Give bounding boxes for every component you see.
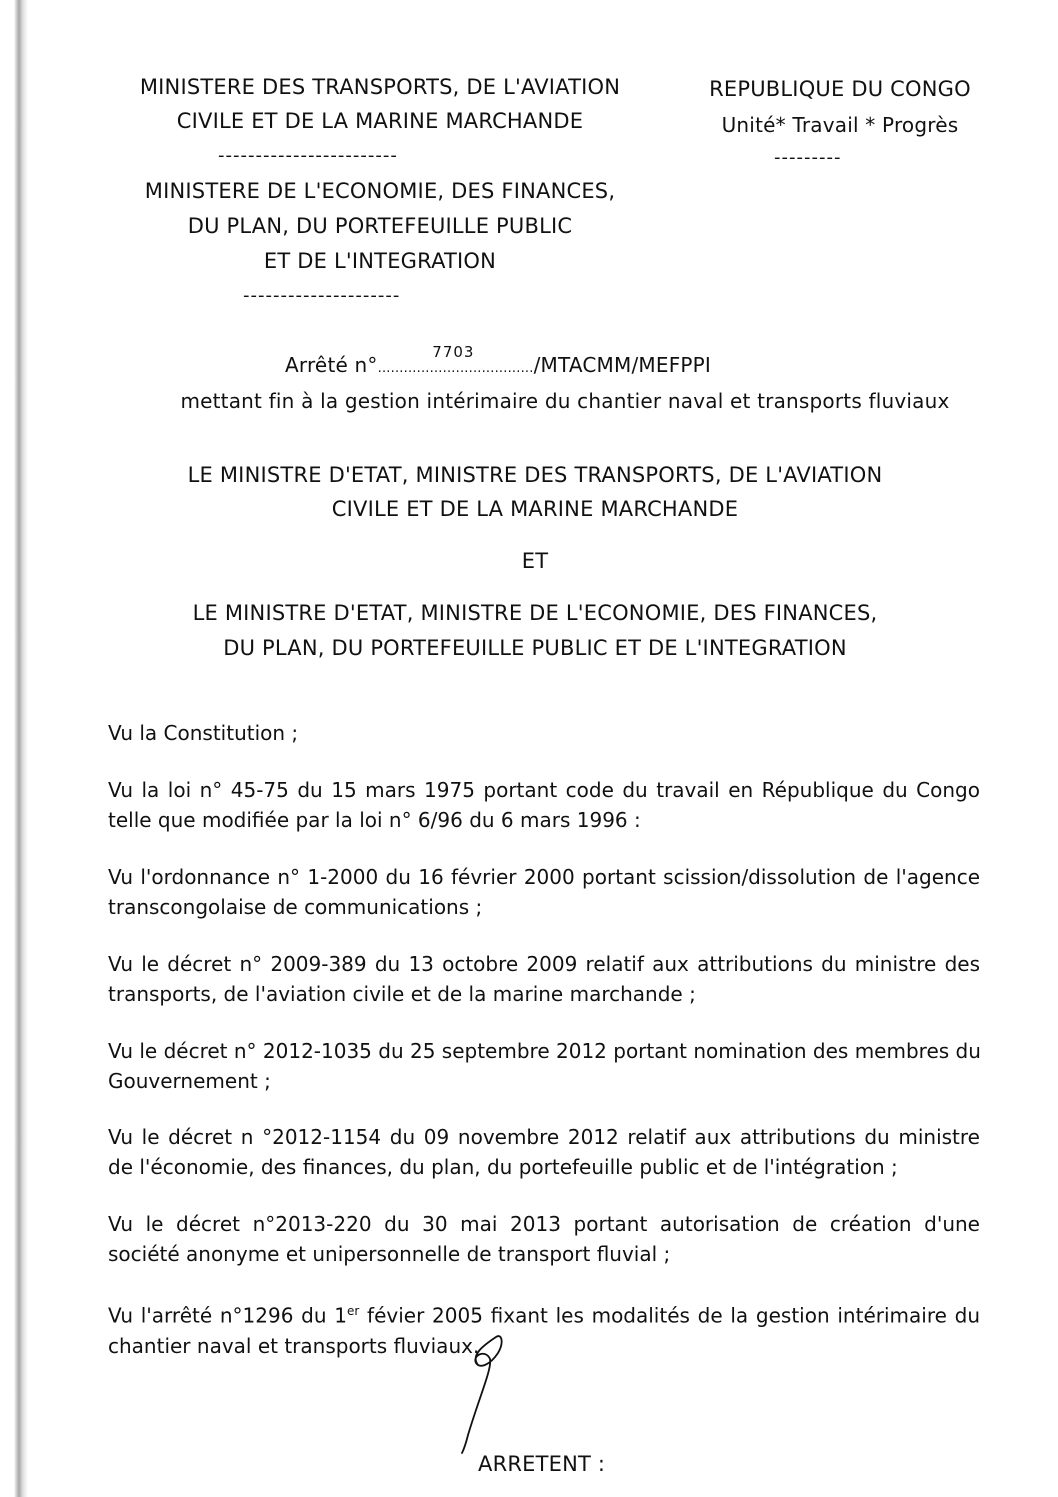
minister-transports-line1: LE MINISTRE D'ETAT, MINISTRE DES TRANSPORTS, DE L'AVIATION bbox=[187, 463, 883, 487]
consideration-line: Vu le décret n°2013-220 du 30 mai 2013 portant autorisation de création d'une bbox=[108, 1212, 980, 1236]
scan-edge-shadow bbox=[0, 0, 40, 1497]
consideration-line: Vu le décret n °2012-1154 du 09 novembre 2012 relatif aux attributions du ministre bbox=[108, 1125, 980, 1149]
decree-number: 7703 bbox=[432, 343, 475, 361]
consideration-line: Gouvernement ; bbox=[108, 1069, 271, 1093]
decree-subtitle: mettant fin à la gestion intérimaire du chantier naval et transports fluviaux bbox=[180, 389, 950, 413]
ministry-transports-line2: CIVILE ET DE LA MARINE MARCHANDE bbox=[176, 109, 584, 133]
ministry-economy-line3: ET DE L'INTEGRATION bbox=[263, 249, 497, 273]
header-separator-right: --------- bbox=[774, 147, 842, 168]
consideration-decree-2009 bbox=[108, 949, 980, 1009]
header-separator-1: ------------------------ bbox=[218, 145, 398, 166]
minister-economy-line2: DU PLAN, DU PORTEFEUILLE PUBLIC ET DE L'INTEGRATION bbox=[223, 636, 847, 660]
decree-prefix: Arrêté n° bbox=[285, 353, 378, 377]
arretent-heading: ARRETENT : bbox=[478, 1452, 606, 1476]
minister-economy-line1: LE MINISTRE D'ETAT, MINISTRE DE L'ECONOMIE, DES FINANCES, bbox=[192, 601, 878, 625]
consideration-ordinance bbox=[108, 862, 980, 922]
signature-mark-icon bbox=[440, 1325, 520, 1455]
ministry-economy-line2: DU PLAN, DU PORTEFEUILLE PUBLIC bbox=[187, 214, 573, 238]
decree-dots-after: ...................... bbox=[438, 361, 534, 376]
consideration-line: transcongolaise de communications ; bbox=[108, 895, 483, 919]
consideration-line: Vu l'ordonnance n° 1-2000 du 16 février 2000 portant scission/dissolution de l'agence bbox=[108, 865, 980, 889]
decree-suffix: /MTACMM/MEFPPI bbox=[533, 353, 712, 377]
consideration-line: Vu la Constitution ; bbox=[108, 721, 299, 745]
consideration-line: chantier naval et transports fluviaux. bbox=[108, 1333, 480, 1358]
consideration-decree-2013 bbox=[108, 1209, 980, 1269]
country-name: REPUBLIQUE DU CONGO bbox=[709, 77, 971, 101]
consideration-line bbox=[108, 1296, 980, 1331]
decree-number-line bbox=[285, 343, 712, 377]
consideration-arrete-1296 bbox=[108, 1296, 980, 1361]
decree-dots-before: .............. bbox=[377, 361, 439, 376]
consideration-decree-2012-1035 bbox=[108, 1036, 980, 1096]
consideration-line: de l'économie, des finances, du plan, du portefeuille public et de l'intégration ; bbox=[108, 1155, 898, 1179]
national-motto: Unité* Travail * Progrès bbox=[721, 113, 959, 137]
consideration-labour-code bbox=[108, 775, 980, 835]
minister-transports-line2: CIVILE ET DE LA MARINE MARCHANDE bbox=[331, 497, 739, 521]
consideration-line: transports, de l'aviation civile et de la marine marchande ; bbox=[108, 982, 696, 1006]
header-separator-2: --------------------- bbox=[243, 285, 401, 306]
consideration-constitution bbox=[108, 718, 980, 748]
ministry-transports-line1: MINISTERE DES TRANSPORTS, DE L'AVIATION bbox=[139, 75, 621, 99]
consideration-line: Vu la loi n° 45-75 du 15 mars 1975 portant code du travail en République du Congo bbox=[108, 778, 980, 802]
consideration-text-a: Vu l'arrêté n°1296 du 1 bbox=[108, 1303, 347, 1328]
ministry-economy-line1: MINISTERE DE L'ECONOMIE, DES FINANCES, bbox=[144, 179, 616, 203]
consideration-line: société anonyme et unipersonnelle de transport fluvial ; bbox=[108, 1242, 671, 1266]
consideration-text-b: févier 2005 fixant les modalités de la gestion intérimaire du bbox=[359, 1303, 981, 1328]
consideration-line: Vu le décret n° 2009-389 du 13 octobre 2009 relatif aux attributions du ministre des bbox=[108, 952, 980, 976]
consideration-line: Vu le décret n° 2012-1035 du 25 septembre 2012 portant nomination des membres du bbox=[108, 1039, 981, 1063]
consideration-decree-2012-1154 bbox=[108, 1122, 980, 1182]
conjunction-et: ET bbox=[521, 549, 549, 573]
consideration-line: telle que modifiée par la loi n° 6/96 du 6 mars 1996 : bbox=[108, 808, 641, 832]
consideration-superscript: er bbox=[346, 1304, 360, 1318]
